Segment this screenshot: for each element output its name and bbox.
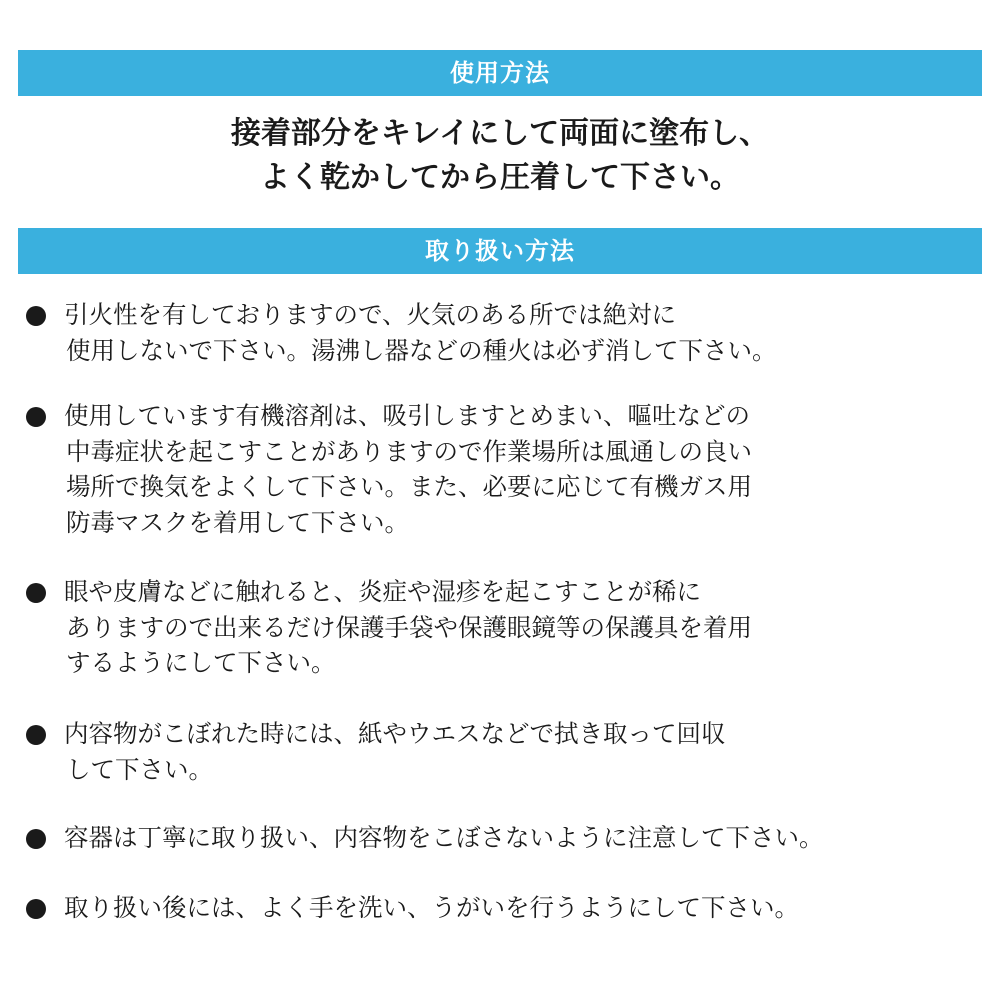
item-line: 内容物がこぼれた時には、紙やウエスなどで拭き取って回収 [64,719,726,748]
item-line: 眼や皮膚などに触れると、炎症や湿疹を起こすことが稀に [64,577,701,606]
item-line: して下さい。 [66,754,213,784]
bullet-icon [26,407,46,427]
item-line: 引火性を有しておりますので、火気のある所では絶対に [64,300,677,329]
bullet-icon [26,583,46,603]
usage-line-2: よく乾かしてから圧着して下さい。 [260,160,740,195]
usage-line-1: 接着部分をキレイにして両面に塗布し、 [230,116,770,151]
usage-heading: 使用方法 [18,50,982,96]
item-line: 使用しています有機溶剤は、吸引しますとめまい、嘔吐などの [64,401,750,430]
usage-instructions [0,112,1000,200]
bullet-icon [26,829,46,849]
item-line: ありますので出来るだけ保護手袋や保護眼鏡等の保護具を着用 [66,612,752,642]
bullet-icon [26,725,46,745]
item-line: 防毒マスクを着用して下さい。 [66,507,409,537]
handling-heading: 取り扱い方法 [18,228,982,274]
item-line: 使用しないで下さい。湯沸し器などの種火は必ず消して下さい。 [66,335,777,365]
item-line: 取り扱い後には、よく手を洗い、うがいを行うようにして下さい。 [64,893,799,922]
item-line: 中毒症状を起こすことがありますので作業場所は風通しの良い [66,436,752,466]
bullet-icon [26,306,46,326]
item-line: 容器は丁寧に取り扱い、内容物をこぼさないように注意して下さい。 [64,823,824,852]
item-line: 場所で換気をよくして下さい。また、必要に応じて有機ガス用 [66,472,752,501]
item-line: するようにして下さい。 [66,648,336,677]
bullet-icon [26,899,46,919]
